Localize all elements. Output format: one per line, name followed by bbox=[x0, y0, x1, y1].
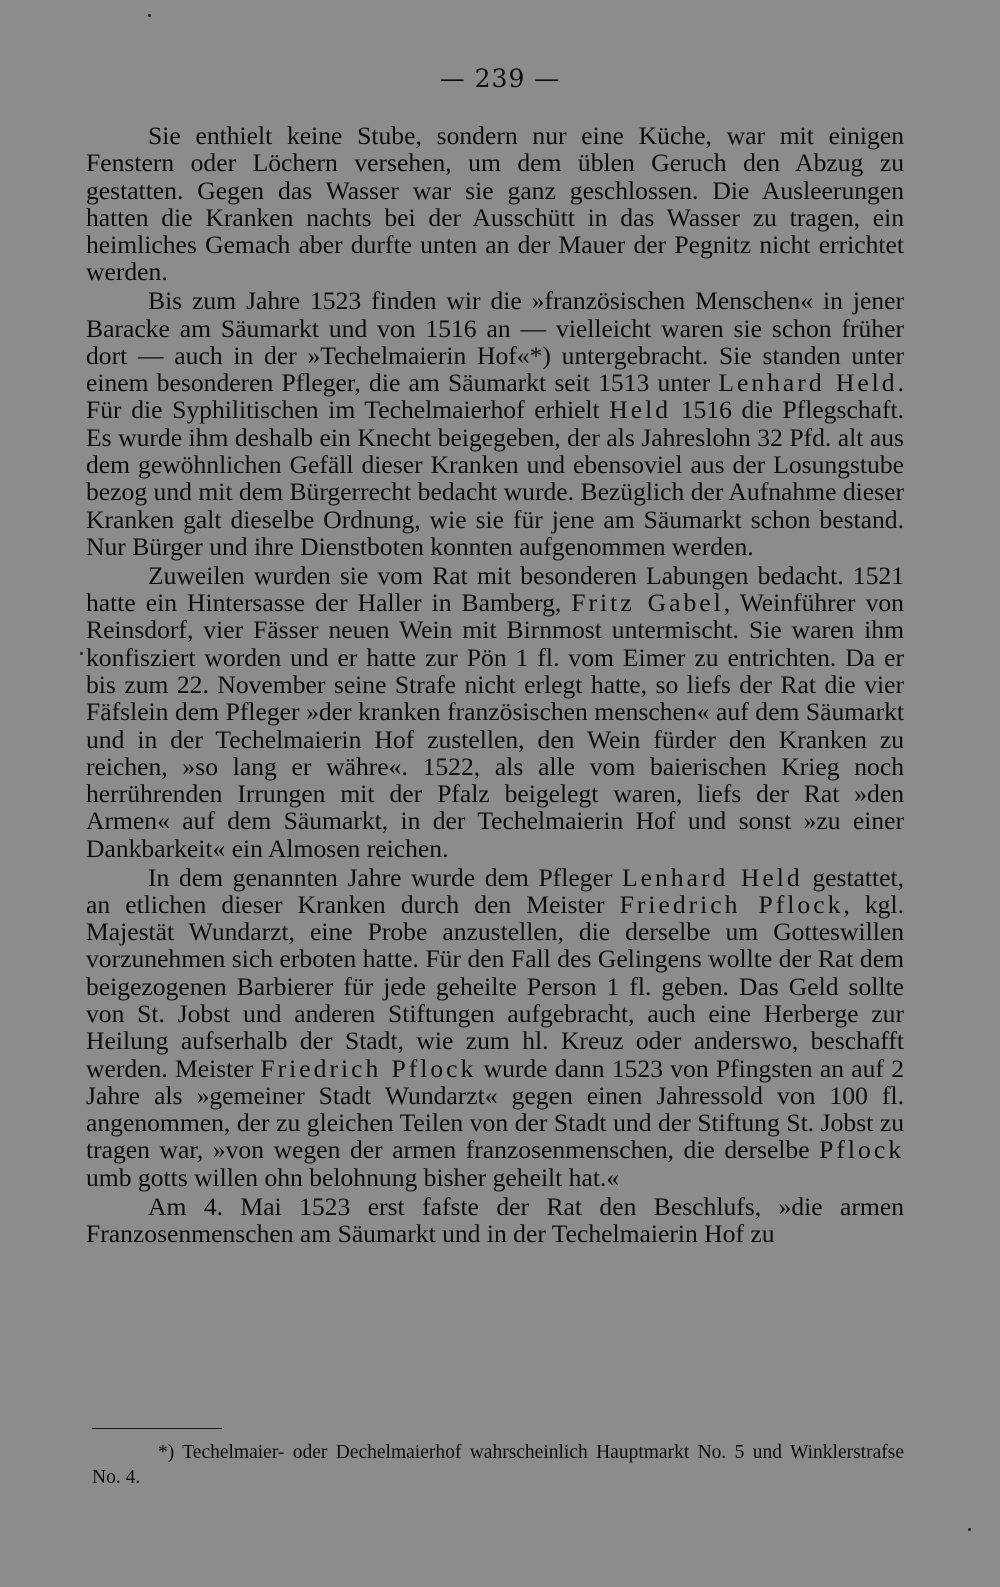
spaced-name: Pflock bbox=[819, 1135, 904, 1165]
paragraph-text: , kgl. Majestät Wundarzt, eine Probe anzustellen, die derselbe um Gotteswillen vorzunehmen sich erboten hatte. Für den Fall des Gelingens wollte der Rat dem beigezogenen Barbierer für jede geheilte Person 1 fl. geben. Das Geld sollte von St. Jobst und anderen Stiftungen aufgebracht, auch eine Herberge zur Heilung aufserhalb der Stadt, wie zum hl. Kreuz oder anderswo, beschafft werden. Meister bbox=[86, 889, 904, 1083]
paragraph bbox=[86, 864, 904, 1192]
spaced-name: Held bbox=[609, 395, 672, 425]
paragraph-text: umb gotts willen ohn belohnung bisher geheilt hat.« bbox=[86, 1162, 620, 1192]
spaced-name: Lenhard Held bbox=[718, 368, 898, 398]
paragraph-text: 1516 die Pflegschaft. Es wurde ihm deshalb ein Knecht beigegeben, der als Jahreslohn 32 Pfd. alt aus dem gewöhnlichen Gefäll dieser Kranken und ebensoviel aus der Losungstube bezog und mit dem Bürgerrecht bedacht wurde. Bezüglich der Aufnahme dieser Kranken galt dieselbe Ordnung, wie sie für jene am Säumarkt schon bestand. Nur Bürger und ihre Dienstboten konnten aufgenommen werden. bbox=[86, 395, 904, 561]
footnote-rule bbox=[92, 1428, 222, 1429]
paragraph bbox=[86, 562, 904, 862]
paragraph-text: In dem genannten Jahre wurde dem Pfleger bbox=[148, 862, 623, 892]
paragraph-text: , Weinführer von Reinsdorf, vier Fässer neuen Wein mit Birnmost untermischt. Sie waren ihm konfisziert worden und er hatte zur Pön 1 fl. vom Eimer zu entrichten. Da er bis zum 22. November seine Strafe nicht erlegt hatte, so liefs der Rat die vier Fäfslein dem Pfleger »der kranken französischen menschen« auf dem Säumarkt und in der Techelmaierin Hof zustellen, den Wein fürder den Kranken zu reichen, »so lang er währe«. 1522, als alle vom baierischen Krieg noch herrührenden Irrungen mit der Pfalz beigelegt waren, liefs der Rat »den Armen« auf dem Säumarkt, in der Techelmaierin Hof und sonst »zu einer Dankbarkeit« ein Almosen reichen. bbox=[86, 588, 904, 863]
spaced-name: Lenhard Held bbox=[622, 862, 803, 892]
spaced-name: Fritz Gabel bbox=[571, 588, 724, 618]
footnote: *) Techelmaier- oder Dechelmaierhof wahrscheinlich Hauptmarkt No. 5 und Winklerstrafse No. 4. bbox=[92, 1442, 904, 1488]
paragraph bbox=[86, 287, 904, 560]
scan-speck bbox=[80, 652, 83, 655]
spaced-name: Friedrich Pflock bbox=[260, 1053, 477, 1083]
body-text bbox=[86, 122, 904, 1249]
paragraph-text: Am 4. Mai 1523 erst fafste der Rat den Beschlufs, »die armen Franzosenmenschen am Säumarkt und in der Techelmaierin Hof zu bbox=[86, 1191, 904, 1248]
paragraph-text: Sie enthielt keine Stube, sondern nur eine Küche, war mit einigen Fenstern oder Löchern versehen, um dem üblen Geruch den Abzug zu gestatten. Gegen das Wasser war sie ganz geschlossen. Die Ausleerungen hatten die Kranken nachts bei der Ausschütt in das Wasser zu tragen, ein heimliches Gemach aber durfte unten an der Mauer der Pegnitz nicht errichtet werden. bbox=[86, 121, 904, 287]
spaced-name: Friedrich Pflock bbox=[619, 889, 844, 919]
scan-speck bbox=[148, 14, 151, 17]
paragraph-text: wurde dann 1523 von Pfingsten an auf 2 Jahre als »gemeiner Stadt Wundarzt« gegen einen Jahressold von 100 fl. angenommen, der zu gleichen Teilen von der Stadt und der Stiftung St. Jobst zu tragen war, »von wegen der armen franzosenmenschen, die derselbe bbox=[86, 1053, 904, 1165]
paragraph bbox=[86, 122, 904, 286]
page-number: — 239 — bbox=[439, 64, 561, 93]
paragraph-text: Bis zum Jahre 1523 finden wir die »französischen Menschen« in jener Baracke am Säumarkt und von 1516 an — vielleicht waren sie schon früher dort — auch in der »Techelmaierin Hof«*) untergebracht. Sie standen unter einem besonderen Pfleger, die am Säumarkt seit 1513 unter bbox=[86, 286, 904, 398]
paragraph-text: gestattet, an etlichen dieser Kranken durch den Meister bbox=[86, 862, 905, 919]
paragraph-text: . Für die Syphilitischen im Techelmaierhof erhielt bbox=[86, 368, 904, 425]
paragraph bbox=[86, 1193, 904, 1248]
paragraph-text: Zuweilen wurden sie vom Rat mit besonderen Labungen bedacht. 1521 hatte ein Hintersasse der Haller in Bamberg, bbox=[86, 560, 904, 618]
scan-speck bbox=[968, 1528, 971, 1531]
